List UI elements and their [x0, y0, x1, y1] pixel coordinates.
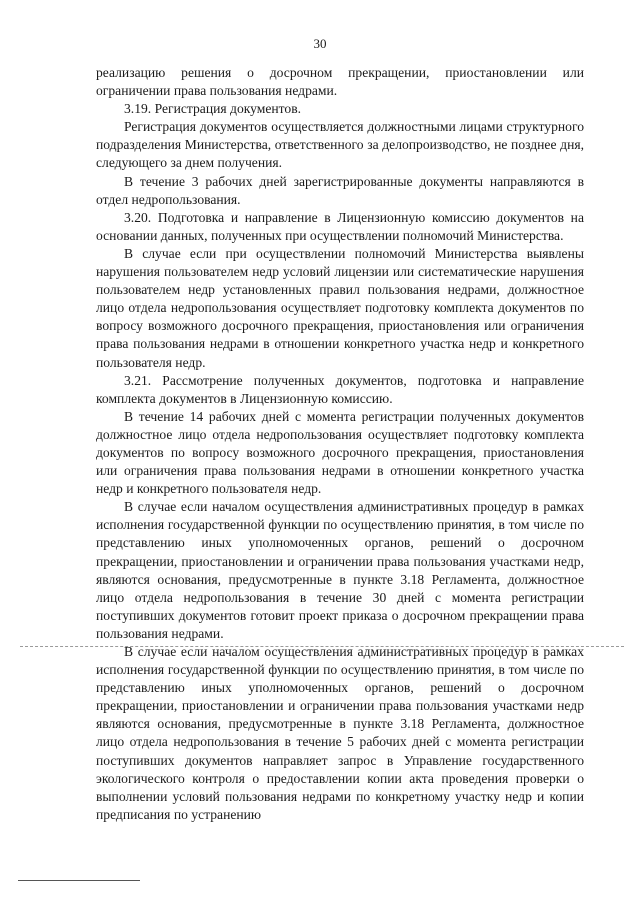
scan-fold-line: [20, 646, 624, 647]
section-heading-3-19: 3.19. Регистрация документов.: [124, 101, 302, 117]
paragraph: В течение 14 рабочих дней с момента регистрации полученных документов должностное лицо отдела недропользования осуществляет подготовку комплекта документов по вопросу возможного досрочного прекращения, приостановления или ограничения права пользования недрами в отношении конкретного участка недр и конкретного пользователя недр.: [96, 408, 584, 497]
page-number: 30: [313, 36, 327, 51]
paragraph: В течение 3 рабочих дней зарегистрированные документы направляются в отдел недропользования.: [96, 173, 584, 207]
document-body: [96, 64, 584, 824]
paragraph-continuation: реализацию решения о досрочном прекращении, приостановлении или ограничении права пользования недрами.: [96, 65, 584, 99]
section-heading-3-21: 3.21. Рассмотрение полученных документов, подготовка и направление комплекта документов в Лицензионную комиссию.: [96, 372, 584, 406]
paragraph: В случае если началом осуществления административных процедур в рамках исполнения государственной функции по осуществлению принятия, в том числе по представлению иных уполномоченных органов, решений о досрочном прекращении, приостановлении и ограничении права пользования участками недр, являются основания, предусмотренные в пункте 3.18 Регламента, должностное лицо отдела недропользования в течение 30 дней с момента регистрации поступивших документов готовит проект приказа о досрочном прекращении права пользования недрами.: [96, 499, 584, 641]
section-heading-3-20: 3.20. Подготовка и направление в Лицензионную комиссию документов на основании данных, полученных при осуществлении полномочий Министерства.: [96, 209, 584, 243]
footnote-rule: [18, 880, 140, 881]
paragraph: В случае если при осуществлении полномочий Министерства выявлены нарушения пользователем недр условий лицензии или систематические нарушения пользователем недр установленных правил пользования недрами, должностное лицо отдела недропользования осуществляет подготовку комплекта документов по вопросу возможного досрочного прекращения, приостановления или ограничения права пользования недрами в отношении конкретного участка недр и конкретного пользователя недр.: [96, 245, 584, 370]
paragraph: Регистрация документов осуществляется должностными лицами структурного подразделения Министерства, ответственного за делопроизводство, не позднее дня, следующего за днем получения.: [96, 119, 584, 171]
paragraph: В случае если началом осуществления административных процедур в рамках исполнения государственной функции по осуществлению принятия, в том числе по представлению иных уполномоченных органов, решений о досрочном прекращении, приостановлении и ограничении права пользования участками недр являются основания, предусмотренные в пункте 3.18 Регламента, должностное лицо отдела недропользования в течение 5 рабочих дней с момента регистрации поступивших документов направляет запрос в Управление государственного экологического контроля о предоставлении копии акта проведения проверки о выполнении условий пользования недрами по конкретному участку недр и копии предписания по устранению: [96, 644, 584, 822]
